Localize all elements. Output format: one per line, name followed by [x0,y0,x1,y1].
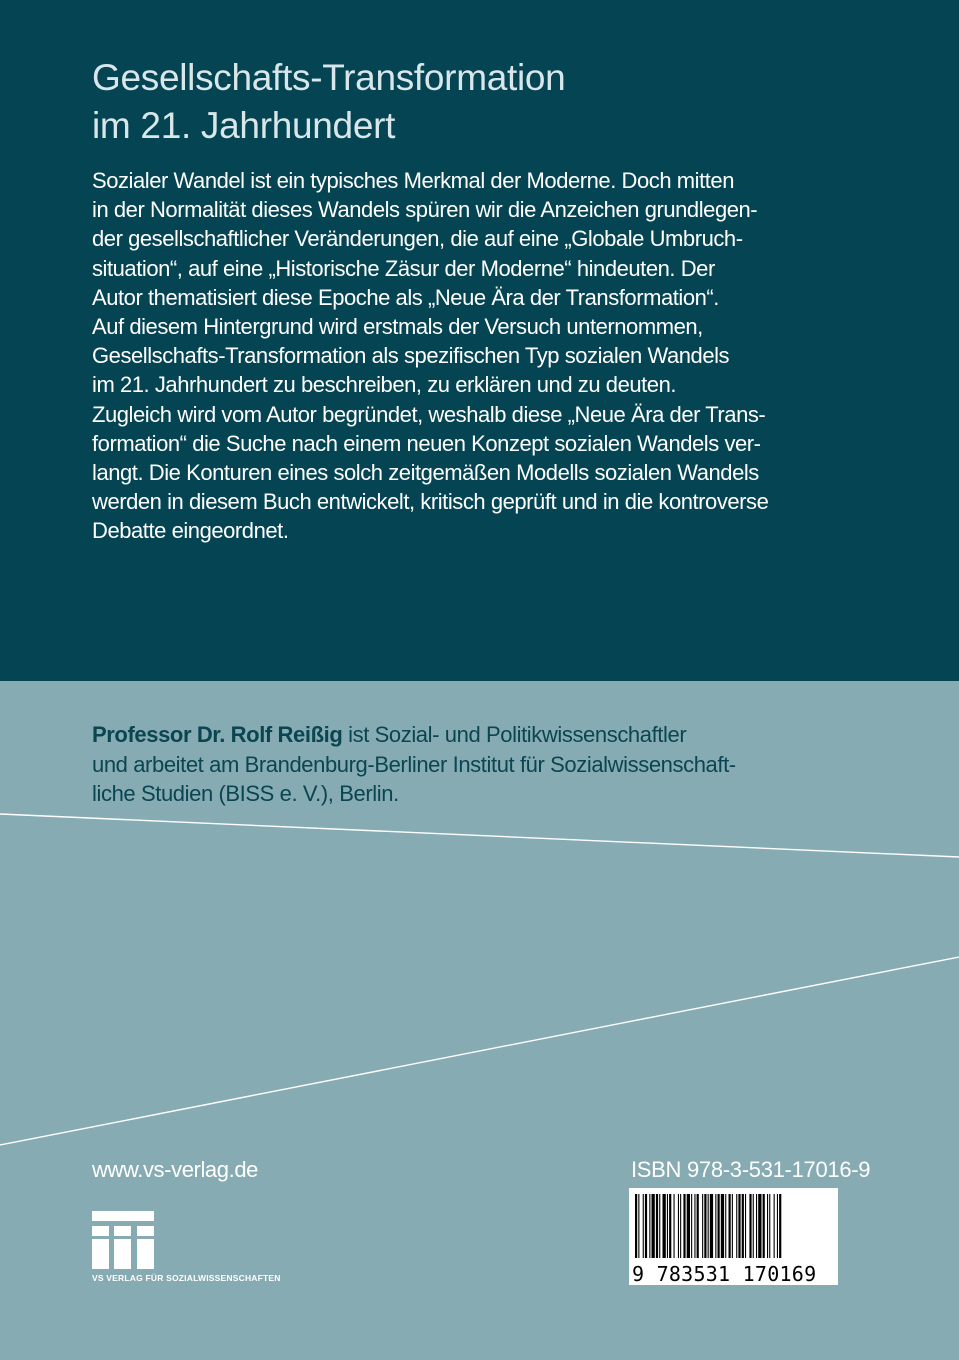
barcode-bar [652,1194,655,1258]
barcode-bar [663,1194,666,1258]
barcode-bar [729,1194,731,1258]
barcode-bar [758,1194,761,1258]
website-link[interactable]: www.vs-verlag.de [92,1157,258,1182]
blurb-line: der gesellschaftlicher Veränderungen, die auf eine „Globale Umbruch- [92,226,743,252]
blurb-line: werden in diesem Buch entwickelt, kritisch geprüft und in die kontroverse [92,489,769,515]
barcode-bar [742,1194,744,1258]
blurb-line: Sozialer Wandel ist ein typisches Merkmal der Moderne. Doch mitten [92,168,734,193]
barcode-bar [638,1194,639,1258]
barcode-bar [710,1194,713,1258]
author-name: Professor Dr. Rolf Reißig [92,722,343,747]
decorative-line-lower [0,957,959,1145]
book-title [92,54,565,150]
publisher-logo-icon [92,1211,154,1269]
blurb-line: langt. Die Konturen eines solch zeitgemäßen Modells sozialen Wandels [92,460,759,486]
blurb-line: in der Normalität dieses Wandels spüren wir die Anzeichen grundlegen- [92,197,758,223]
barcode [629,1188,838,1285]
blurb-line: Debatte eingeordnet. [92,518,289,544]
blurb-line: Auf diesem Hintergrund wird erstmals der Versuch unternommen, [92,314,703,340]
blurb-line: formation“ die Suche nach einem neuen Konzept sozialen Wandels ver- [92,430,761,456]
barcode-bar [659,1194,660,1258]
barcode-bar [645,1194,647,1258]
barcode-bar [669,1194,671,1258]
barcode-bar [732,1194,733,1258]
barcode-bar [721,1194,724,1258]
barcode-bar [753,1194,754,1258]
barcode-bar [656,1194,658,1258]
barcode-bar [667,1194,668,1258]
barcode-bar [745,1194,746,1258]
barcode-bar [694,1194,695,1258]
title-line: im 21. Jahrhundert [92,105,396,146]
blurb-line: im 21. Jahrhundert zu beschreiben, zu erklären und zu deuten. [92,372,677,398]
blurb-line: Gesellschafts-Transformation als spezifischen Typ sozialen Wandels [92,343,730,369]
author-bio-line: und arbeitet am Brandenburg-Berliner Institut für Sozialwissenschaft- [92,751,736,777]
blurb-line: Autor thematisiert diese Epoche als „Neue Ära der Transformation“. [92,284,719,310]
author-bio-line: liche Studien (BISS e. V.), Berlin. [92,781,399,806]
barcode-bar [756,1194,757,1258]
barcode-digits: 9 783531 170169 [632,1262,817,1286]
barcode-bar [635,1194,637,1258]
barcode-bar [708,1194,709,1258]
barcode-bar [736,1194,737,1258]
barcode-bar [702,1194,703,1258]
barcode-bar [680,1194,681,1258]
barcode-bar [725,1194,726,1258]
barcode-bar [643,1194,644,1258]
barcode-bar [749,1194,751,1258]
decorative-line-upper [0,814,959,857]
barcode-bar [777,1194,778,1258]
blurb-text [92,166,768,546]
barcode-bar [674,1194,675,1258]
isbn-label: ISBN 978-3-531-17016-9 [631,1157,871,1182]
barcode-bar [774,1194,775,1258]
barcode-bar [715,1194,716,1258]
barcode-bar [687,1194,690,1258]
barcode-bar [683,1194,685,1258]
title-line: Gesellschafts-Transformation [92,57,566,98]
barcode-bar [691,1194,692,1258]
barcode-bar [779,1194,781,1258]
barcode-bar [738,1194,740,1258]
blurb-line: Zugleich wird vom Autor begründet, weshalb diese „Neue Ära der Trans- [92,401,766,427]
barcode-bar [763,1194,765,1258]
barcode-bar [697,1194,699,1258]
publisher-name: VS VERLAG FÜR SOZIALWISSENSCHAFTEN [92,1273,281,1283]
author-bio-text: ist Sozial- und Politikwissenschaftler [342,722,687,747]
barcode-bar [767,1194,768,1258]
barcode-bar [704,1194,706,1258]
barcode-bar [718,1194,720,1258]
barcode-bar [649,1194,650,1258]
blurb-line: situation“, auf eine „Historische Zäsur der Moderne“ hindeuten. Der [92,255,715,281]
barcode-bar [678,1194,679,1258]
barcode-bar [769,1194,770,1258]
